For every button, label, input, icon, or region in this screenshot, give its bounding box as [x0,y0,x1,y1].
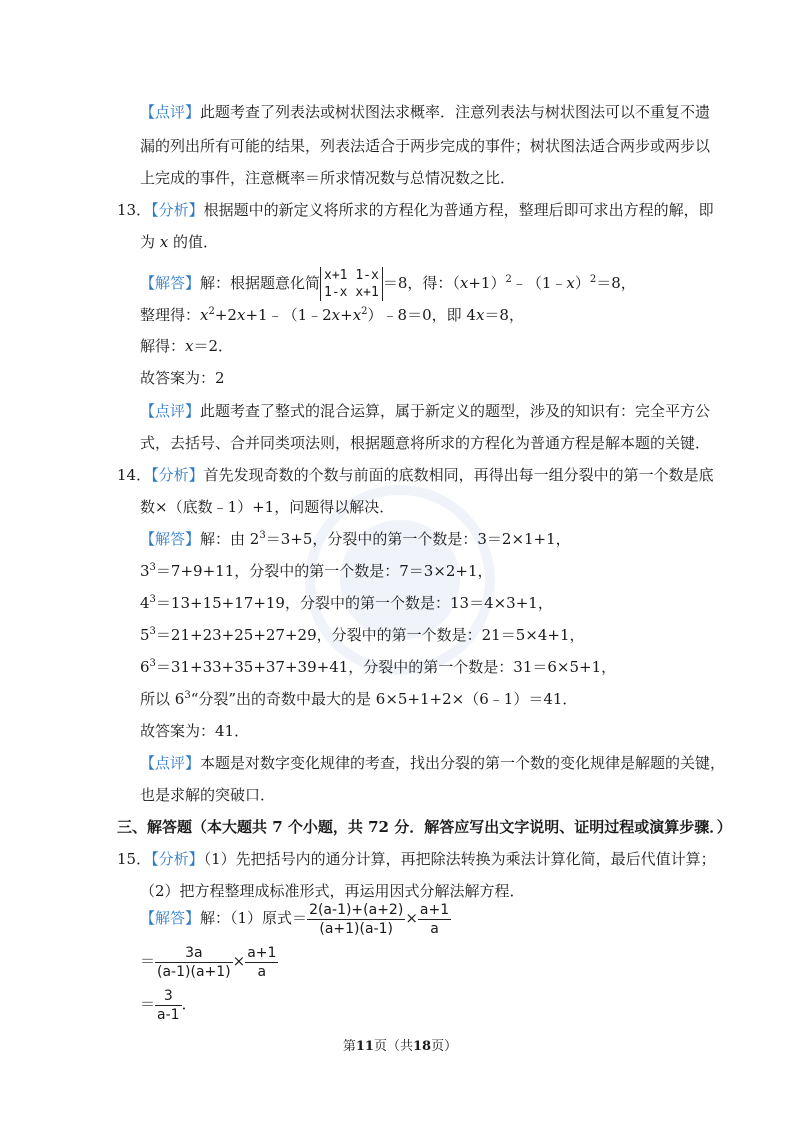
q14-analysis-line-1: 14．【分析】首先发现奇数的个数与前面的底数相同，再得出每一组分裂中的第一个数是底 [117,466,714,484]
q14-answer: 故答案为：41． [140,722,250,740]
determinant: x+1 1-x 1-x x+1 [320,267,383,301]
q12-comment-line-2: 漏的列出所有可能的结果，列表法适合于两步完成的事件；树状图法适合两步或两步以 [140,137,711,155]
q13-comment-line-2: 式，去括号、合并同类项法则，根据题意将所求的方程化为普通方程是解本题的关键． [140,434,711,452]
q14-solution-line-2: $3^3=7+9+11$，分裂中的第一个数是：7＝3×2+1， [140,562,493,580]
fraction: $\frac{3}{a-1}$ [157,987,180,1023]
fraction: $\frac{a+1}{a}$ [419,901,450,937]
q13-solution-line-1: 【解答】解：根据题意化简 x+1 1-x 1-x x+1 ＝8，得：$(x+1)^2﹣(1﹣x)^2=8$， [140,268,636,300]
q14-solution-line-1: 【解答】解：由 $2^3=3+5$，分裂中的第一个数是：3＝2×1+1， [140,530,571,548]
q14-solution-line-6: 所以 $6^3“$分裂”出的奇数中最大的是 6×5+1+2×（6﹣1）＝41． [140,690,578,708]
q15-solution-line-2: ＝ $\frac{3a}{(a-1)(a+1)}$ × $\frac{a+1}{a}$ [140,944,277,980]
q13-solution-line-3: 解得：x＝2． [140,337,234,355]
page-footer: 第11页（共18页） [342,1039,458,1054]
q15-solution-line-3: ＝ $\frac{3}{a-1}$ ． [140,987,197,1023]
q13-answer: 故答案为：2 [140,369,225,387]
q15-analysis-line-1: 15．【分析】（1）先把括号内的通分计算，再把除法转换为乘法计算化简，最后代值计算； [117,850,716,868]
q13-solution-line-2: 整理得：$x^2+2x+1﹣(1﹣2x+x^2)﹣8=0$，即 4x＝8， [140,306,524,324]
q13-analysis-line-1: 13．【分析】根据题中的新定义将所求的方程化为普通方程，整理后即可求出方程的解，即 [117,201,714,219]
q12-comment-line-1: 【点评】此题考查了列表法或树状图法求概率．注意列表法与树状图法可以不重复不遗 [140,103,711,121]
q14-solution-line-5: $6^3=31+33+35+37+39+41$，分裂中的第一个数是：31＝6×5+1， [140,658,617,676]
q15-solution-line-1: 【解答】解：（1）原式＝ $\frac{2(a-1)+(a+2)}{(a+1)(a-1)}$ × $\frac{a+1}{a}$ [140,901,450,937]
fraction: $\frac{3a}{(a-1)(a+1)}$ [157,944,231,980]
q14-comment-line-2: 也是求解的突破口． [140,786,276,804]
q14-solution-line-4: $5^3=21+23+25+27+29$，分裂中的第一个数是：21＝5×4+1， [140,626,585,644]
q15-analysis-line-2: （2）把方程整理成标准形式，再运用因式分解法解方程． [140,882,525,900]
q13-comment-line-1: 【点评】此题考查了整式的混合运算，属于新定义的题型，涉及的知识有：完全平方公 [140,402,711,420]
q14-comment-line-1: 【点评】本题是对数字变化规律的考查，找出分裂的第一个数的变化规律是解题的关键， [140,754,726,772]
section-3-heading: 三、解答题（本大题共 7 个小题，共 72 分．解答应写出文字说明、证明过程或演算步骤．） [117,818,732,836]
fraction: $\frac{2(a-1)+(a+2)}{(a+1)(a-1)}$ [309,901,404,937]
fraction: $\frac{a+1}{a}$ [247,944,277,980]
q12-comment-line-3: 上完成的事件，注意概率＝所求情况数与总情况数之比． [140,169,516,187]
q14-solution-line-3: $4^3=13+15+17+19$，分裂中的第一个数是：13＝4×3+1， [140,594,553,612]
q13-analysis-line-2: 为 x 的值． [140,233,219,251]
q14-analysis-line-2: 数×（底数﹣1）+1，问题得以解决． [140,498,395,516]
